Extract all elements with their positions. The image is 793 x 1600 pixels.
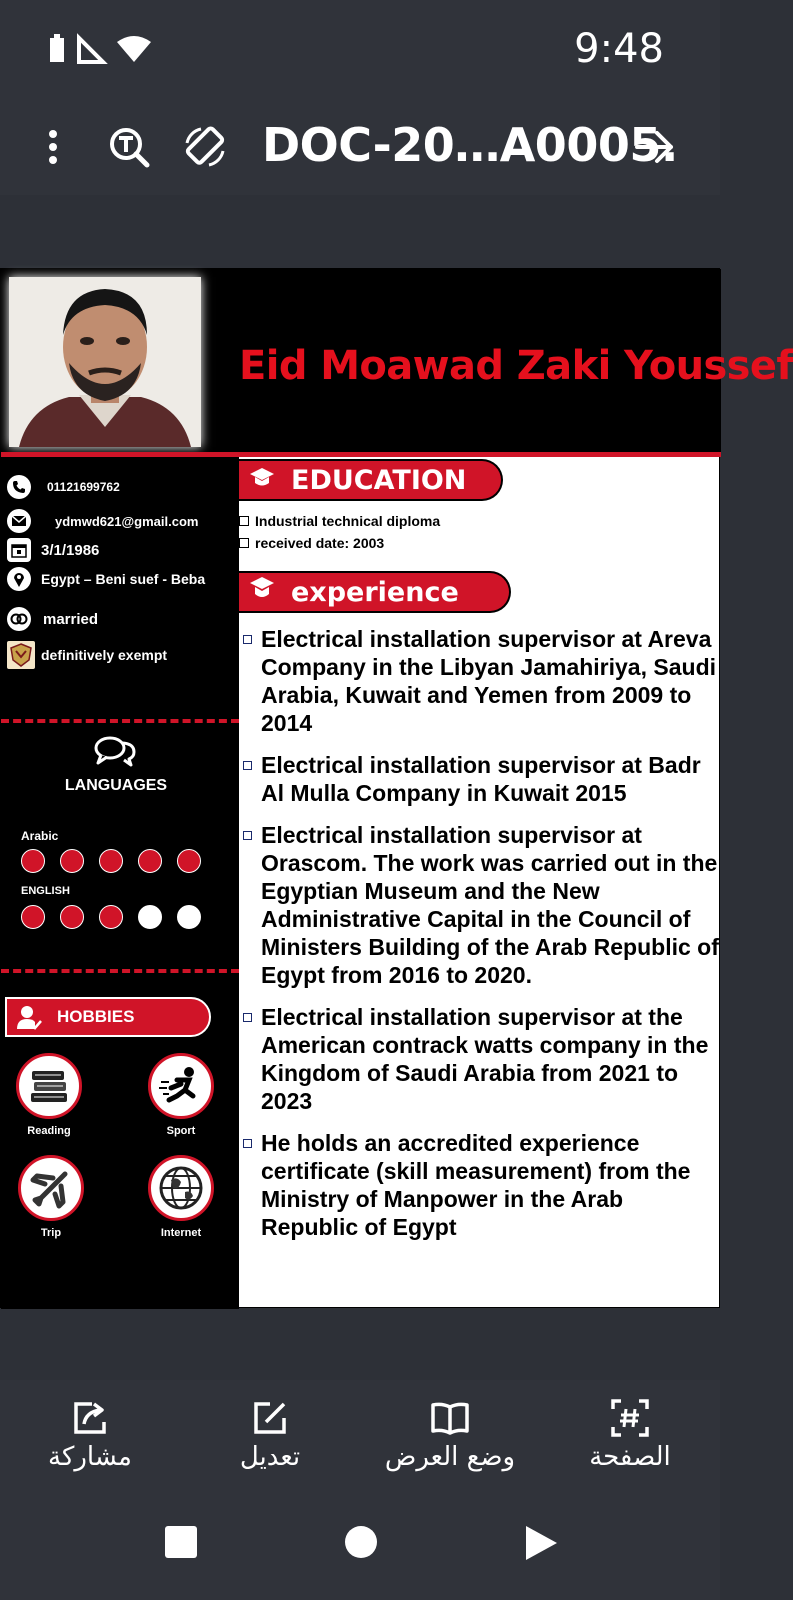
email-address: ydmwd621@gmail.com xyxy=(55,513,199,529)
contact-location xyxy=(7,567,205,591)
back-button[interactable] xyxy=(524,1525,558,1566)
experience-item-text: Electrical installation supervisor at Badr Al Mulla Company in Kuwait 2015 xyxy=(261,752,701,806)
rating-dot-filled xyxy=(60,849,84,873)
experience-item-text: He holds an accredited experience certificate (skill measurement) from the Ministry of Manpower in the Arab Republic of Egypt xyxy=(261,1130,691,1240)
cv-main xyxy=(239,457,721,1309)
edit-icon xyxy=(180,1398,360,1438)
document-title: DOC-20…A0005. xyxy=(262,118,678,172)
location-pin-icon xyxy=(7,567,31,591)
cv-header xyxy=(1,269,793,454)
recent-apps-button[interactable] xyxy=(164,1525,198,1564)
rating-dot-empty xyxy=(177,905,201,929)
chat-bubbles-icon xyxy=(93,735,137,772)
languages-title: LANGUAGES xyxy=(64,777,168,794)
square-bullet xyxy=(243,761,252,770)
system-navigation-bar xyxy=(0,1490,720,1600)
experience-item-text: Electrical installation supervisor at the American contrack watts company in the Kingdom of Saudi Arabia from 2021 to 2023 xyxy=(261,1004,709,1114)
square-bullet xyxy=(239,516,249,526)
bottom-action-bar xyxy=(0,1380,720,1490)
page-label: الصفحة xyxy=(589,1442,671,1472)
experience-item xyxy=(239,1003,719,1115)
military-status: definitively exempt xyxy=(41,647,168,663)
contact-marital-status xyxy=(7,607,98,631)
hobby-label: Sport xyxy=(166,1125,196,1137)
page-number-icon xyxy=(540,1398,720,1438)
cv-sidebar xyxy=(1,457,239,1309)
rating-dot-filled xyxy=(177,849,201,873)
experience-item xyxy=(239,751,719,807)
graduation-cap-icon xyxy=(249,576,275,609)
hobby-internet xyxy=(141,1155,221,1239)
experience-title: experience xyxy=(291,576,459,608)
experience-item xyxy=(239,625,719,737)
experience-heading xyxy=(239,571,511,613)
rating-dot-filled xyxy=(138,849,162,873)
education-item-text: received date: 2003 xyxy=(255,535,385,551)
document-page[interactable] xyxy=(0,268,793,1308)
person-check-icon xyxy=(17,1005,43,1036)
language-arabic-label: Arabic xyxy=(21,829,59,843)
sidebar-divider xyxy=(1,719,239,723)
books-icon xyxy=(16,1053,82,1119)
signal-icon xyxy=(76,34,106,69)
hobbies-tab xyxy=(5,997,211,1037)
marital-status: married xyxy=(43,610,99,628)
status-time: 9:48 xyxy=(574,26,664,72)
airplane-icon xyxy=(18,1155,84,1221)
edit-button[interactable] xyxy=(180,1398,360,1472)
education-heading xyxy=(239,459,503,501)
contact-military-status xyxy=(7,641,167,669)
rotate-screen-icon[interactable] xyxy=(180,122,230,172)
profile-photo xyxy=(9,277,201,447)
more-options-icon[interactable] xyxy=(28,122,78,172)
share-button[interactable] xyxy=(0,1398,180,1472)
experience-item xyxy=(239,821,719,989)
status-bar xyxy=(0,0,720,100)
phone-icon xyxy=(7,475,31,499)
experience-item xyxy=(239,1129,719,1241)
email-icon xyxy=(7,509,31,533)
rating-dot-filled xyxy=(21,849,45,873)
wifi-icon xyxy=(116,34,152,69)
share-icon xyxy=(0,1398,180,1438)
status-icons xyxy=(48,34,152,69)
education-item xyxy=(239,513,440,529)
globe-icon xyxy=(148,1155,214,1221)
hobby-trip xyxy=(11,1155,91,1239)
edit-label: تعديل xyxy=(239,1442,301,1472)
battery-icon xyxy=(48,34,66,69)
contact-birthdate xyxy=(7,538,99,562)
language-english-label: ENGLISH xyxy=(21,885,70,897)
hobby-reading xyxy=(9,1053,89,1137)
page-button[interactable] xyxy=(540,1398,720,1472)
view-mode-button[interactable] xyxy=(360,1398,540,1472)
hobby-label: Internet xyxy=(160,1227,202,1239)
experience-item-text: Electrical installation supervisor at Areva Company in the Libyan Jamahiriya, Saudi Arabia, Kuwait and Yemen from 2009 to 2014 xyxy=(261,626,717,736)
experience-item-text: Electrical installation supervisor at Orascom. The work was carried out in the Egyptian Museum and the New Administrative Capital in the Council of Ministers Building of the Arab Republic of Egypt from 2016 to 2020. xyxy=(261,822,719,988)
hobby-label: Trip xyxy=(40,1227,62,1239)
education-item xyxy=(239,535,384,551)
runner-icon xyxy=(148,1053,214,1119)
phone-number: 01121699762 xyxy=(47,480,120,494)
share-label: مشاركة xyxy=(48,1442,132,1472)
sidebar-divider xyxy=(1,969,239,973)
rating-dot-filled xyxy=(21,905,45,929)
military-emblem-icon xyxy=(7,641,35,669)
square-bullet xyxy=(243,1139,252,1148)
hobbies-title: HOBBIES xyxy=(57,1007,135,1026)
cv-name: Eid Moawad Zaki Youssef xyxy=(239,343,793,389)
rings-icon xyxy=(7,607,31,631)
contact-phone xyxy=(7,475,120,499)
text-search-icon[interactable] xyxy=(104,122,154,172)
hobby-label: Reading xyxy=(27,1125,71,1137)
location: Egypt – Beni suef - Beba xyxy=(41,571,206,587)
rating-dot-filled xyxy=(99,849,123,873)
toolbar xyxy=(0,100,720,195)
birthdate: 3/1/1986 xyxy=(41,541,100,559)
rating-dot-filled xyxy=(99,905,123,929)
language-english-rating xyxy=(21,905,201,929)
education-item-text: Industrial technical diploma xyxy=(255,513,441,529)
hobby-sport xyxy=(141,1053,221,1137)
rating-dot-filled xyxy=(60,905,84,929)
square-bullet xyxy=(239,538,249,548)
contact-email xyxy=(7,509,198,533)
arrow-right-icon[interactable] xyxy=(630,122,680,172)
rating-dot-empty xyxy=(138,905,162,929)
square-bullet xyxy=(243,831,252,840)
graduation-cap-icon xyxy=(249,465,275,496)
open-book-icon xyxy=(360,1398,540,1438)
education-title: EDUCATION xyxy=(291,464,467,496)
language-arabic-rating xyxy=(21,849,201,873)
calendar-icon xyxy=(7,538,31,562)
view-mode-label: وضع العرض xyxy=(384,1442,516,1472)
square-bullet xyxy=(243,1013,252,1022)
square-bullet xyxy=(243,635,252,644)
home-button[interactable] xyxy=(344,1525,378,1564)
